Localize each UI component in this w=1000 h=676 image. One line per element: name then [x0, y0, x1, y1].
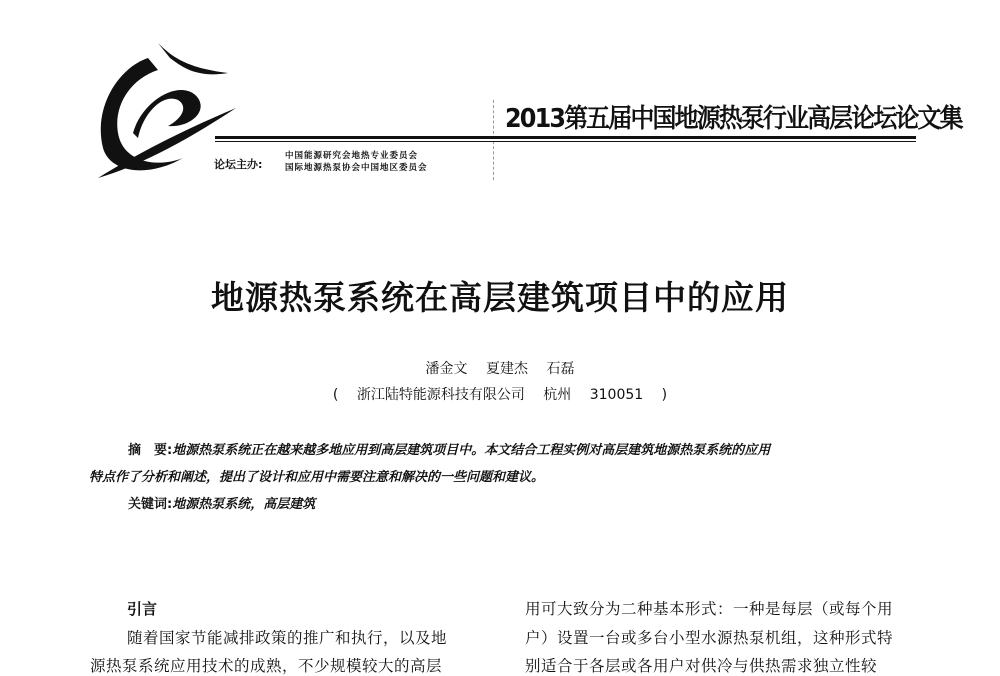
abstract-text: 地源热泵系统正在越来越多地应用到高层建筑项目中。本文结合工程实例对高层建筑地源热泵系统的应用	[172, 443, 771, 458]
organizer-item: 中国能源研究会地热专业委员会	[285, 151, 419, 161]
header-divider-tick	[493, 100, 494, 180]
keywords-line	[128, 493, 315, 512]
body-text-line: 用可大致分为二种基本形式：一种是每层（或每个用	[525, 600, 894, 618]
organizers-label: 论坛主办:	[214, 158, 263, 171]
header-rule	[215, 136, 916, 139]
paper-affiliation: ( 浙江陆特能源科技有限公司 杭州 310051 )	[332, 387, 668, 403]
organizers-list	[285, 150, 428, 174]
paper-authors: 潘金文 夏建杰 石磊	[425, 361, 575, 377]
paper-title: 地源热泵系统在高层建筑项目中的应用	[211, 278, 789, 317]
abstract-second-line: 特点作了分析和阐述，提出了设计和应用中需要注意和解决的一些问题和建议。	[89, 470, 545, 485]
proceedings-title: 2013第五届中国地源热泵行业高层论坛论文集	[505, 104, 962, 134]
abstract-first-line	[128, 439, 770, 458]
keywords-label: 关键词:	[128, 497, 173, 512]
organizer-item: 国际地源热泵协会中国地区委员会	[285, 163, 428, 173]
abstract-label: 摘 要:	[128, 443, 173, 458]
keywords-text: 地源热泵系统，高层建筑	[172, 497, 316, 512]
body-text-line: 户）设置一台或多台小型水源热泵机组，这种形式特	[525, 629, 894, 647]
body-text-line: 源热泵系统应用技术的成熟，不少规模较大的高层	[90, 657, 443, 675]
logo-tail-shape	[158, 43, 228, 74]
section-heading: 引言	[127, 600, 158, 618]
body-text-line: 别适合于各层或各用户对供冷与供热需求独立性较	[525, 657, 878, 675]
header-rule-thin	[215, 141, 916, 142]
body-text-line: 随着国家节能减排政策的推广和执行，以及地	[127, 629, 448, 647]
